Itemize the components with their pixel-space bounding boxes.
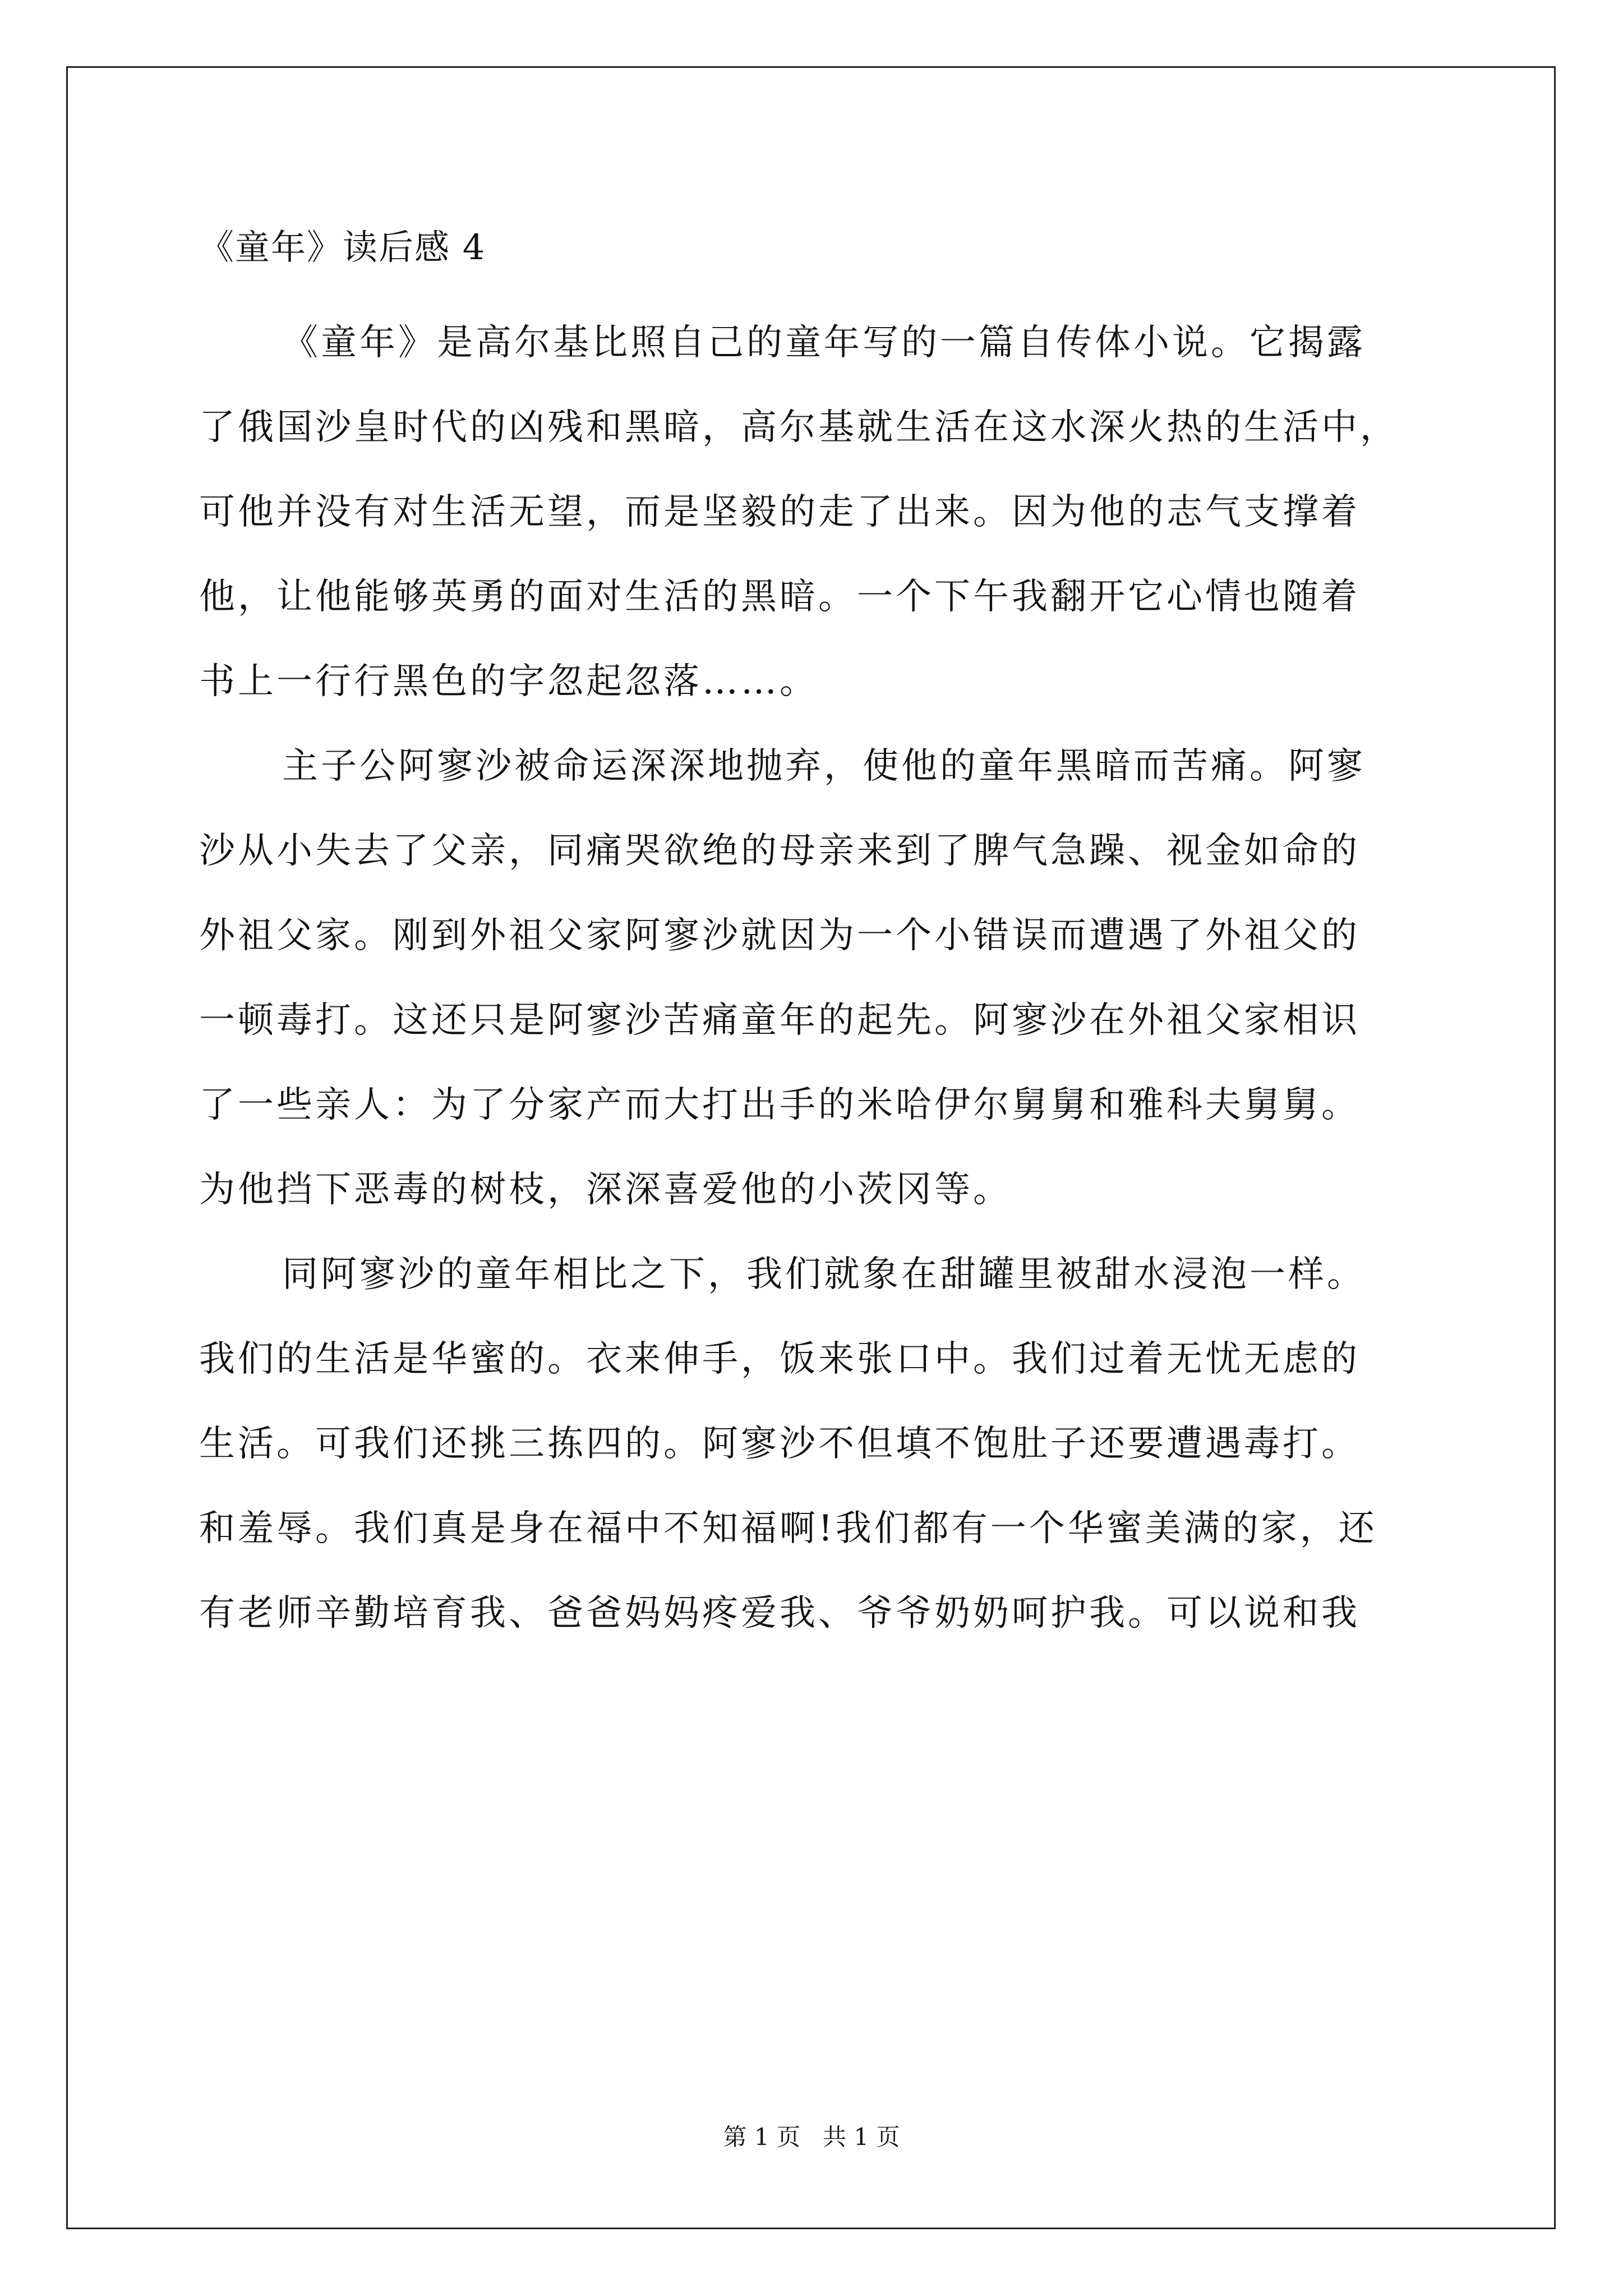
text-line: 了俄国沙皇时代的凶残和黑暗，高尔基就生活在这水深火热的生活中， <box>199 407 1399 448</box>
text-line: 为他挡下恶毒的树枝，深深喜爱他的小茨冈等。 <box>199 1169 1012 1211</box>
text-line: 沙从小失去了父亲，同痛哭欲绝的母亲来到了脾气急躁、视金如命的 <box>199 830 1360 872</box>
text-line: 有老师辛勤培育我、爸爸妈妈疼爱我、爷爷奶奶呵护我。可以说和我 <box>199 1593 1360 1634</box>
text-line: 外祖父家。刚到外祖父家阿寥沙就因为一个小错误而遭遇了外祖父的 <box>199 915 1360 956</box>
page-border <box>66 66 1556 2229</box>
document-title: 《童年》读后感 4 <box>199 227 486 268</box>
text-line: 他，让他能够英勇的面对生活的黑暗。一个下午我翻开它心情也随着 <box>199 576 1360 618</box>
text-line: 了一些亲人：为了分家产而大打出手的米哈伊尔舅舅和雅科夫舅舅。 <box>199 1084 1360 1126</box>
text-line: 书上一行行黑色的字忽起忽落……。 <box>199 661 818 702</box>
text-line: 我们的生活是华蜜的。衣来伸手，饭来张口中。我们过着无忧无虑的 <box>199 1338 1360 1380</box>
text-line: 和羞辱。我们真是身在福中不知福啊!我们都有一个华蜜美满的家，还 <box>199 1508 1377 1549</box>
page-footer: 第 1 页 共 1 页 <box>723 2123 900 2151</box>
text-line: 生活。可我们还挑三拣四的。阿寥沙不但填不饱肚子还要遭遇毒打。 <box>199 1423 1360 1465</box>
text-line: 主子公阿寥沙被命运深深地抛弃，使他的童年黑暗而苦痛。阿寥 <box>282 746 1366 787</box>
text-line: 《童年》是高尔基比照自己的童年写的一篇自传体小说。它揭露 <box>282 322 1366 364</box>
text-line: 可他并没有对生活无望，而是坚毅的走了出来。因为他的志气支撑着 <box>199 491 1360 533</box>
text-line: 一顿毒打。这还只是阿寥沙苦痛童年的起先。阿寥沙在外祖父家相识 <box>199 1000 1360 1041</box>
text-line: 同阿寥沙的童年相比之下，我们就象在甜罐里被甜水浸泡一样。 <box>282 1254 1366 1295</box>
